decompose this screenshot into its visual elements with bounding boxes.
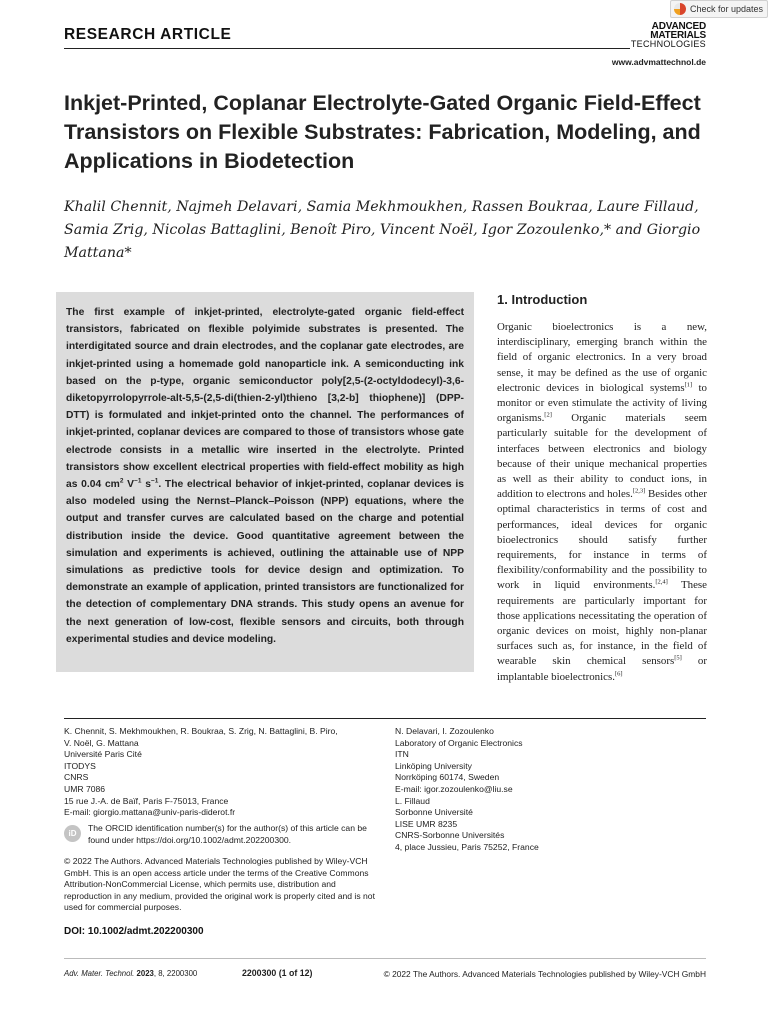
corresponding-email-link[interactable]: E-mail: giorgio.mattana@univ-paris-diderot.fr [64, 807, 236, 818]
affiliations-right [395, 726, 705, 854]
intro-ref-2[interactable]: [2] [544, 411, 552, 419]
aff-left-line: CNRS [64, 772, 89, 783]
crossmark-icon [674, 3, 686, 15]
journal-logo [630, 22, 706, 49]
aff-right-line: Laboratory of Organic Electronics [395, 737, 523, 748]
orcid-note-text: The ORCID identification number(s) for the author(s) of this article can be found under https://doi.org/10.1002/admt.202200300. [88, 823, 367, 845]
aff-right-line: ITN [395, 749, 409, 760]
affiliation-rule [64, 718, 706, 719]
doi-link[interactable]: DOI: 10.1002/admt.202200300 [64, 926, 204, 937]
abstract-text-2: V [123, 479, 135, 491]
abstract-sup-2: −1 [134, 477, 142, 485]
aff-left-line: UMR 7086 [64, 783, 106, 794]
intro-ref-4[interactable]: [2,4] [655, 578, 668, 586]
footer-year: 2023 [136, 969, 154, 978]
abstract-box [56, 292, 474, 672]
intro-text-5: These requirements are particularly important for those applications necessitating the operation of organic devices on moist, highly non-planar surfaces such as, for instance, in the field of wearable skin chemical sensors [497, 579, 707, 668]
aff-left-line: Université Paris Cité [64, 749, 142, 760]
footer-copyright: © 2022 The Authors. Advanced Materials Technologies published by Wiley-VCH GmbH [383, 969, 706, 979]
footer-rule [64, 958, 706, 959]
aff-right-line: CNRS-Sorbonne Universités [395, 830, 505, 841]
abstract-sup-1: 2 [119, 477, 124, 485]
intro-text-2: to monitor or even stimulate the activity of living organisms. [497, 381, 707, 425]
affiliations-left [64, 726, 382, 819]
intro-text-3: Organic materials seem particularly suitable for the development of interfaces between electronics and biology because of their unique mechanical properties as well as their ability to conduct ions, in addition to electrons and holes. [497, 412, 707, 501]
aff-right-line: N. Delavari, I. Zozoulenko [395, 726, 494, 736]
author-list: Khalil Chennit, Najmeh Delavari, Samia Mekhmoukhen, Rassen Boukraa, Laure Fillaud, Samia Zrig, Nicolas Battaglini, Benoît Piro, Vincent Noël, Igor Zozoulenko,* and Giorgio Mattana* [64, 199, 701, 261]
license-note: © 2022 The Authors. Advanced Materials Technologies published by Wiley-VCH GmbH. This is an open access article under the terms of the Creative Commons Attribution-NonCommercial License, which permits use, distribution and reproduction in any medium, provided the original work is properly cited and is not used for commercial purposes. [64, 856, 375, 913]
introduction-paragraph [497, 320, 707, 685]
abstract-text-3: s [141, 479, 151, 491]
aff-right-line: Norrköping 60174, Sweden [395, 772, 500, 783]
intro-text-6: or implantable bioelectronics. [497, 655, 707, 683]
aff-left-line: 15 rue J.-A. de Baïf, Paris F-75013, France [64, 795, 229, 806]
abstract-text-4: . The electrical behavior of inkjet-printed, coplanar devices is also modeled using the Nernst–Planck–Poisson (NPP) equations, where the output and transfer curves are calculated based on the charge and potential distribution inside the device. Good quantitative agreement between the simulation and experiments is achieved, outlining the attainable use of NPP simulations as predictive tools for device design and optimization. To demonstrate an example of application, printed transistors are functionalized for the detection of complementary DNA strands. This study opens an avenue for the next generation of low-cost, flexible sensors and circuits, both through experimental studies and device modeling. [66, 479, 464, 645]
logo-line-2: MATERIALS [650, 30, 706, 41]
aff-right-line: LISE UMR 8235 [395, 818, 458, 829]
intro-text-4: Besides other optimal characteristics in terms of cost and performances, ideal devices for organic bioelectronics should satisfy further requirements, for instance in terms of flexibility/conformability and the possibility to work in liquid environments. [497, 488, 707, 592]
aff-left-line: K. Chennit, S. Mekhmoukhen, R. Boukraa, S. Zrig, N. Battaglini, B. Piro, [64, 726, 338, 736]
intro-ref-1[interactable]: [1] [684, 381, 693, 389]
check-for-updates-button[interactable] [670, 0, 768, 18]
footer-page-number: 2200300 (1 of 12) [242, 968, 313, 978]
intro-ref-3[interactable]: [2,3] [632, 487, 646, 495]
logo-line-3: TECHNOLOGIES [630, 39, 706, 49]
footer-volume: , 8, 2200300 [153, 969, 198, 978]
orcid-note [64, 823, 382, 846]
aff-right-line: Sorbonne Université [395, 807, 473, 818]
section-label: RESEARCH ARTICLE [64, 26, 232, 43]
logo-line-1: ADVANCED [651, 21, 706, 32]
introduction-heading: 1. Introduction [497, 292, 588, 307]
corresponding-email-link[interactable]: E-mail: igor.zozoulenko@liu.se [395, 783, 513, 794]
intro-ref-6[interactable]: [6] [614, 670, 623, 678]
aff-left-line: V. Noël, G. Mattana [64, 737, 139, 748]
abstract-text-1: The first example of inkjet-printed, electrolyte-gated organic field-effect transistors, fabricated on flexible polyimide substrates is presented. The interdigitated source and drain electrodes, and the coplanar gate electrodes, are inkjet-printed using a homemade gold nanoparticle ink. A semiconducting ink based on the p-type, organic semiconductor poly[2,5-(2-octyldodecyl)-3,6-diketopyrrolopyrrole-alt-5,5-(2,5-di(thien-2-yl)thieno [3,2-b] thiophene)] (DPP-DTT) is formulated and inkjet-printed onto the channel. The performances of inkjet-printed, coplanar devices are compared to those of transistors whose gate electrode consists in a metallic wire inserted in the electrolyte. Printed transistors show excellent electrical properties with field-effect mobility as high as 0.04 cm [66, 307, 464, 491]
orcid-icon[interactable]: iD [64, 825, 81, 842]
intro-ref-5[interactable]: [5] [674, 654, 682, 662]
footer-journal-abbr: Adv. Mater. Technol. [64, 969, 135, 978]
aff-right-line: L. Fillaud [395, 795, 430, 806]
aff-right-line: 4, place Jussieu, Paris 75252, France [395, 841, 539, 852]
aff-left-line: ITODYS [64, 760, 96, 771]
journal-website[interactable]: www.advmattechnol.de [611, 57, 706, 67]
header-rule [64, 48, 630, 49]
abstract-sup-3: −1 [150, 477, 159, 485]
check-for-updates-label: Check for updates [690, 4, 764, 14]
intro-text-1: Organic bioelectronics is a new, interdisciplinary, emerging branch within the field of organic electronics. In a very broad sense, it may be defined as the use of organic electronic devices in biological systems [497, 321, 707, 394]
aff-right-line: Linköping University [395, 760, 472, 771]
article-title: Inkjet-Printed, Coplanar Electrolyte-Gated Organic Field-Effect Transistors on Flexible Substrates: Fabrication, Modeling, and Applications in Biodetection [64, 91, 701, 173]
footer-citation [64, 969, 197, 978]
